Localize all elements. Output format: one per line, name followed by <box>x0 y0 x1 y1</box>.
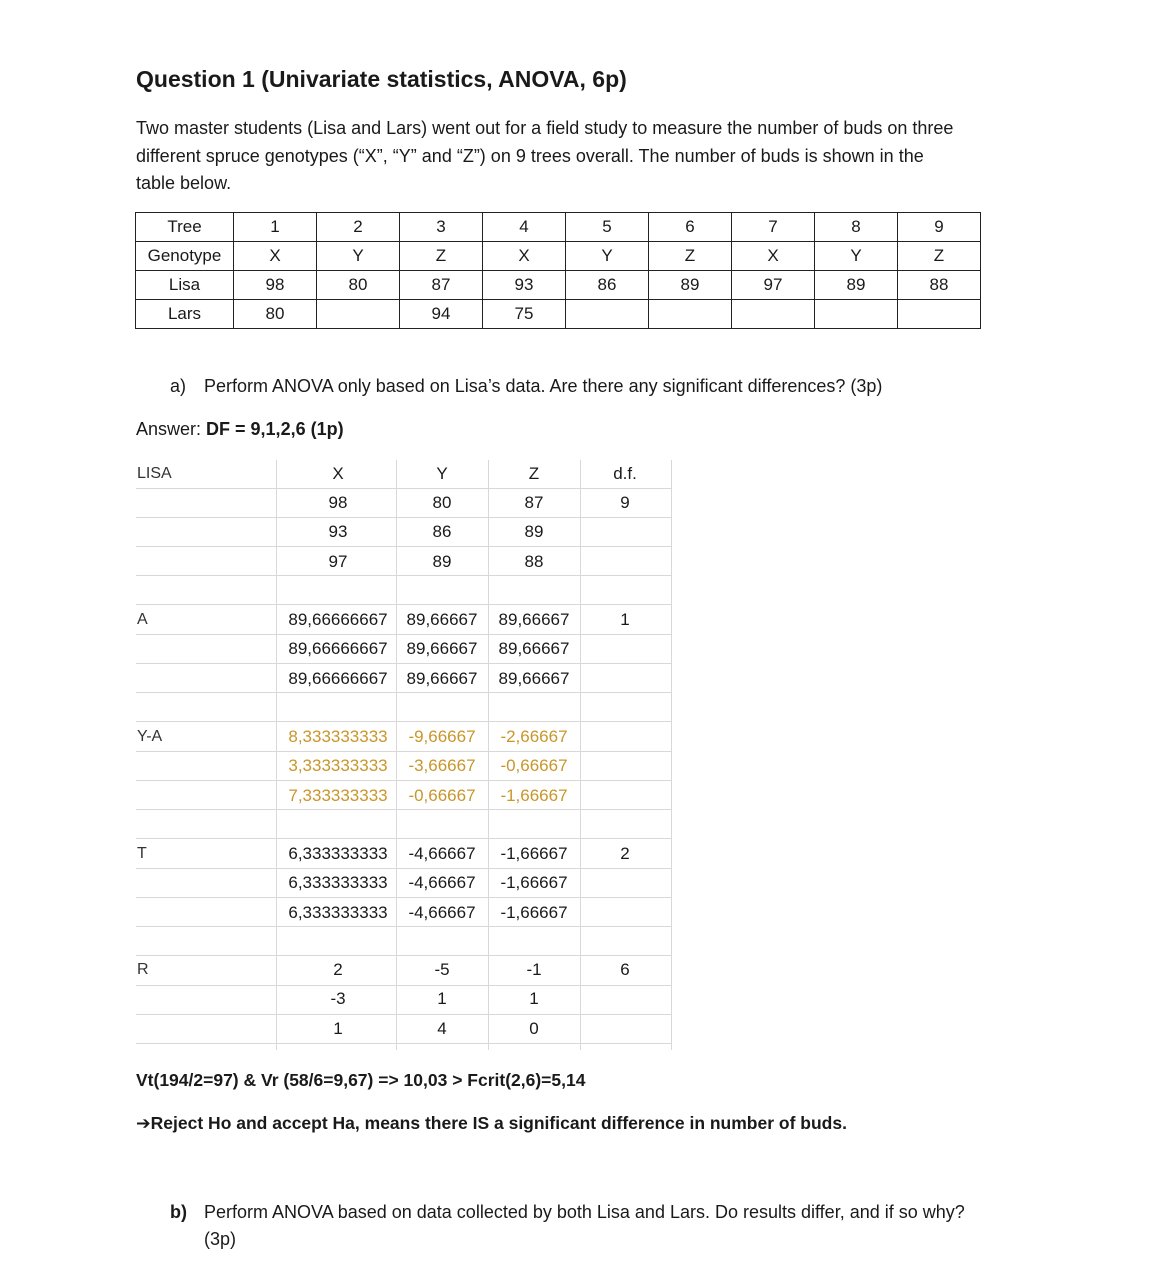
sheet-gridline <box>136 604 672 605</box>
sheet-df-cell: 9 <box>620 493 630 512</box>
sheet-header-cell: X <box>332 464 344 483</box>
answer-df: DF = 9,1,2,6 (1p) <box>206 419 344 439</box>
sheet-cell: 4 <box>437 1018 447 1038</box>
tree-table-cell: 7 <box>732 213 815 242</box>
tree-table-cell: 4 <box>483 213 566 242</box>
sheet-cell: 88 <box>524 551 544 571</box>
sheet-cell: 0 <box>529 1018 539 1038</box>
sheet-gridline <box>136 985 672 986</box>
tree-table-cell: 93 <box>483 271 566 300</box>
tree-table-cell: 2 <box>317 213 400 242</box>
sheet-cell: 93 <box>328 522 348 542</box>
sheet-df-cell: 1 <box>620 610 630 629</box>
sheet-cell: -1,66667 <box>500 873 568 893</box>
tree-table-cell: Z <box>400 242 483 271</box>
tree-table-row <box>136 213 981 242</box>
tree-table-row-label: Tree <box>136 213 234 242</box>
sheet-cell: 89,66667 <box>498 668 570 688</box>
intro-line-1: Two master students (Lisa and Lars) went out for a field study to measure the number of buds on three <box>136 118 954 138</box>
tree-table-cell <box>649 300 732 329</box>
tree-table-cell: 8 <box>815 213 898 242</box>
question-a-text: Perform ANOVA only based on Lisa’s data. Are there any significant differences? (3p) <box>204 376 883 396</box>
tree-table-cell: 98 <box>234 271 317 300</box>
intro-line-2: different spruce genotypes (“X”, “Y” and “Z”) on 9 trees overall. The number of buds is shown in the <box>136 145 924 166</box>
sheet-column-divider <box>488 460 489 1050</box>
tree-table-row <box>136 242 981 271</box>
tree-table-cell <box>898 300 981 329</box>
sheet-gridline <box>136 1014 672 1015</box>
sheet-gridline <box>136 546 672 547</box>
conclusion-line <box>136 1113 847 1134</box>
sheet-cell: 97 <box>328 551 348 571</box>
tree-table-cell: X <box>483 242 566 271</box>
sheet-cell: -1 <box>526 960 542 979</box>
sheet-label-r: R <box>137 961 149 978</box>
sheet-cell: 6,333333333 <box>288 902 388 922</box>
sheet-label-a: A <box>137 611 148 628</box>
question-b-points: (3p) <box>204 1229 237 1249</box>
intro-paragraph <box>136 115 1036 198</box>
sheet-cell: 3,333333333 <box>288 756 388 776</box>
tree-table-cell <box>815 300 898 329</box>
sheet-gridline <box>136 692 672 693</box>
sheet-cell: 7,333333333 <box>288 785 388 805</box>
tree-table-cell: 89 <box>815 271 898 300</box>
sheet-cell: -4,66667 <box>408 844 476 863</box>
sheet-cell: -4,66667 <box>408 902 476 922</box>
tree-table-cell: X <box>732 242 815 271</box>
sheet-cell: 89,66666667 <box>288 610 388 629</box>
sheet-cell: 89,66666667 <box>288 668 388 688</box>
question-b <box>170 1199 1040 1253</box>
question-title: Question 1 (Univariate statistics, ANOVA, 6p) <box>136 66 627 92</box>
sheet-cell: -1,66667 <box>500 844 568 863</box>
sheet-df-cell: 6 <box>620 960 630 979</box>
sheet-cell: 1 <box>529 989 539 1009</box>
sheet-cell: 6,333333333 <box>288 844 388 863</box>
sheet-cell: -0,66667 <box>500 756 568 776</box>
sheet-column-divider <box>276 460 277 1050</box>
tree-table-row-label: Lisa <box>136 271 234 300</box>
sheet-header-cell: Z <box>528 464 540 483</box>
tree-table-cell: Y <box>815 242 898 271</box>
sheet-gridline <box>136 663 672 664</box>
sheet-cell: -5 <box>434 960 450 979</box>
tree-table-cell: 6 <box>649 213 732 242</box>
tree-table-cell <box>317 300 400 329</box>
sheet-gridline <box>136 897 672 898</box>
sheet-gridline <box>136 488 672 489</box>
sheet-gridline <box>136 926 672 927</box>
sheet-cell: -1,66667 <box>500 785 568 805</box>
sheet-cell: -0,66667 <box>408 785 476 805</box>
sheet-label-lisa: LISA <box>137 465 172 482</box>
sheet-gridline <box>136 809 672 810</box>
answer-prefix: Answer: <box>136 419 207 439</box>
sheet-gridline <box>136 517 672 518</box>
sheet-cell: -3 <box>330 989 346 1009</box>
tree-table-cell <box>732 300 815 329</box>
sheet-cell: 1 <box>333 1018 343 1038</box>
tree-table-cell: 87 <box>400 271 483 300</box>
sheet-gridline <box>136 955 672 956</box>
tree-table-cell: 80 <box>234 300 317 329</box>
sheet-label-ya: Y-A <box>137 728 163 745</box>
tree-table-row <box>136 300 981 329</box>
sheet-label-t: T <box>137 845 147 862</box>
tree-table-cell: 3 <box>400 213 483 242</box>
tree-table-cell: Z <box>649 242 732 271</box>
f-test-result: Vt(194/2=97) & Vr (58/6=9,67) => 10,03 > Fcrit(2,6)=5,14 <box>136 1070 586 1090</box>
sheet-cell: 89,66667 <box>498 639 570 659</box>
sheet-gridline <box>136 780 672 781</box>
sheet-gridline <box>136 721 672 722</box>
tree-table-cell: X <box>234 242 317 271</box>
sheet-cell: -2,66667 <box>500 727 568 746</box>
question-b-number: b) <box>170 1202 187 1222</box>
sheet-cell: 89,66667 <box>498 610 570 629</box>
tree-table-cell: Y <box>566 242 649 271</box>
tree-table-cell: 80 <box>317 271 400 300</box>
tree-data-table <box>135 212 981 329</box>
sheet-gridline <box>136 575 672 576</box>
sheet-gridline <box>136 634 672 635</box>
sheet-cell: 89,66667 <box>406 668 478 688</box>
tree-table-cell: 97 <box>732 271 815 300</box>
tree-table-row-label: Lars <box>136 300 234 329</box>
sheet-cell: 89 <box>524 522 544 542</box>
arrow-icon: ➔ <box>136 1113 151 1133</box>
sheet-cell: 8,333333333 <box>288 727 388 746</box>
sheet-cell: 89 <box>432 551 452 571</box>
sheet-column-divider <box>671 460 672 1050</box>
question-a-number: a) <box>170 376 187 396</box>
question-b-text: Perform ANOVA based on data collected by both Lisa and Lars. Do results differ, and if so why? <box>204 1202 965 1222</box>
tree-table-row <box>136 271 981 300</box>
tree-table-cell: 89 <box>649 271 732 300</box>
tree-table-cell: 9 <box>898 213 981 242</box>
tree-table-cell <box>566 300 649 329</box>
tree-table-cell: Y <box>317 242 400 271</box>
sheet-cell: 87 <box>524 493 544 512</box>
sheet-cell: 89,66666667 <box>288 639 388 659</box>
sheet-cell: -1,66667 <box>500 902 568 922</box>
sheet-cell: 98 <box>328 493 348 512</box>
sheet-cell: -4,66667 <box>408 873 476 893</box>
sheet-header-cell: Y <box>436 464 448 483</box>
sheet-df-cell: 2 <box>620 844 630 863</box>
sheet-gridline <box>136 751 672 752</box>
answer-line <box>136 419 344 440</box>
sheet-cell: 89,66667 <box>406 639 478 659</box>
sheet-cell: 86 <box>432 522 452 542</box>
sheet-cell: 1 <box>437 989 447 1009</box>
tree-table-cell: 75 <box>483 300 566 329</box>
sheet-cell: -3,66667 <box>408 756 476 776</box>
tree-table-cell: 86 <box>566 271 649 300</box>
tree-table-cell: 94 <box>400 300 483 329</box>
tree-table-cell: 88 <box>898 271 981 300</box>
sheet-cell: 80 <box>432 493 452 512</box>
sheet-cell: 89,66667 <box>406 610 478 629</box>
sheet-column-divider <box>396 460 397 1050</box>
sheet-cell: 2 <box>333 960 343 979</box>
tree-table-cell: 5 <box>566 213 649 242</box>
intro-line-3: table below. <box>136 173 232 193</box>
sheet-header-cell: d.f. <box>613 464 637 483</box>
question-a <box>170 376 882 397</box>
sheet-gridline <box>136 838 672 839</box>
sheet-gridline <box>136 868 672 869</box>
sheet-gridline <box>136 1043 672 1044</box>
sheet-cell: 6,333333333 <box>288 873 388 893</box>
sheet-column-divider <box>580 460 581 1050</box>
sheet-cell: -9,66667 <box>408 727 476 746</box>
tree-table-cell: Z <box>898 242 981 271</box>
tree-table-cell: 1 <box>234 213 317 242</box>
tree-table-row-label: Genotype <box>136 242 234 271</box>
conclusion-text: Reject Ho and accept Ha, means there IS a significant difference in number of buds. <box>150 1113 847 1133</box>
